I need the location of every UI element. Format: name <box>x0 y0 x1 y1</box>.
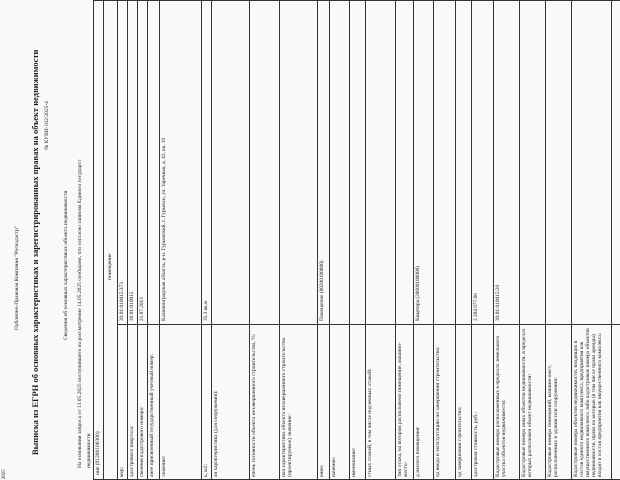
row-label: именование: <box>351 447 357 477</box>
row-label: мер: <box>119 466 125 477</box>
row-divider <box>147 0 148 480</box>
column-divider <box>117 324 620 325</box>
row-divider <box>279 0 280 480</box>
issuer-line: Публично-Правовая Компания "Роскадастр" <box>14 225 20 330</box>
row-divider <box>349 0 350 480</box>
row-divider <box>365 0 366 480</box>
row-label: д жилого помещения: <box>415 426 421 477</box>
document-title: Выписка из ЕГРН об основных характеристиках и зарегистрированных правах на объект недвижимости <box>30 49 40 455</box>
row-label: начение: <box>331 456 337 477</box>
page-fragment: 2025 <box>2 469 7 479</box>
row-divider <box>249 0 250 480</box>
section-heading: Сведения об основных характеристиках объекта недвижимости <box>63 190 69 340</box>
row-label: ая характеристика (для сооружения): <box>213 390 219 477</box>
object-type: помещение <box>107 253 113 280</box>
row-value: 39:01:010015 <box>129 291 135 321</box>
row-label: своения кадастрового номера: <box>139 406 145 477</box>
row-divider <box>201 0 202 480</box>
row-divider <box>137 0 138 480</box>
row-label: ение: <box>319 464 325 477</box>
row-label: од завершения строительства: <box>457 406 463 477</box>
row-divider <box>493 0 494 480</box>
row-value: 39:01:010015:373 <box>119 282 125 321</box>
object-word: недвижимости <box>86 433 92 468</box>
row-divider <box>127 0 128 480</box>
row-divider <box>159 0 160 480</box>
row-value: Квартира (20600100000) <box>415 265 421 321</box>
row-value: 39:01:010015:29 <box>495 284 501 321</box>
row-divider <box>317 0 318 480</box>
row-divider <box>471 0 472 480</box>
row-label: од ввода в эксплуатацию по завершении строительства: <box>435 346 441 477</box>
row-divider <box>395 0 396 480</box>
row-label: Кадастровые номера расположенных в пределах земельного участка объектов недвижимости: <box>495 335 507 477</box>
row-divider <box>433 0 434 480</box>
section-code: ние (01200100300) <box>95 431 101 475</box>
row-divider <box>571 0 572 480</box>
row-label: адастрового квартала: <box>129 425 135 477</box>
row-label: адастровая стоимость, руб.: <box>473 412 479 477</box>
row-divider <box>545 0 546 480</box>
row-value: 35.3 кв.м <box>203 300 209 321</box>
row-label: анее присвоенный государственный учетный номер: <box>149 353 155 477</box>
row-divider <box>329 0 330 480</box>
row-label: епень готовности объекта незавершенного строительства, %: <box>251 333 257 477</box>
row-value: 2 284 977.86 <box>473 293 479 321</box>
row-label: тип этажа, на котором расположено помещение, машино-место: <box>397 342 409 477</box>
row-divider <box>519 0 520 480</box>
row-divider <box>611 0 612 480</box>
row-divider <box>211 0 212 480</box>
row-label: стных этажей, в том числе подземных этажей: <box>367 368 373 477</box>
intro-line: На основании запроса от 13.05.2025 поступившего на рассмотрение 14.05.2025 сообщаем, что согласно записям Единого государст <box>77 159 83 468</box>
row-value: Калининградская область, р-н. Гурьевский, г. Гурьевск, ул. Заречная, д. 42, кв. 19 <box>161 137 167 321</box>
row-label: Кадастровые номера иных объектов недвижимости, в пределах которых расположен объект недвижимости: <box>521 328 533 477</box>
row-label: ложение: <box>161 455 167 477</box>
row-label: ная характеристика объекта незавершенного строительства (проектируемое) значение: <box>281 337 293 477</box>
row-divider <box>413 0 414 480</box>
row-value: 21.07.2013 <box>139 297 145 321</box>
row-value: Помещение (00200100000) <box>319 260 325 321</box>
row-label: ь, м2: <box>203 463 209 477</box>
document-number: № КУВИ-102/2025-4 <box>44 101 50 150</box>
row-label: Кадастровые номера объектов недвижимости, входящих в состав единого недвижимого комплекса, предприятия как имущественного комплекса либо кадастровые номера объектов недвижимости, права на которые (в том числе права аренды) входят в состав предприятия как имущественного комплекса: <box>573 328 603 477</box>
row-divider <box>455 0 456 480</box>
row-label: Кадастровые номера помещений, машино-мест, расположенных в здании или сооружении: <box>547 364 559 477</box>
